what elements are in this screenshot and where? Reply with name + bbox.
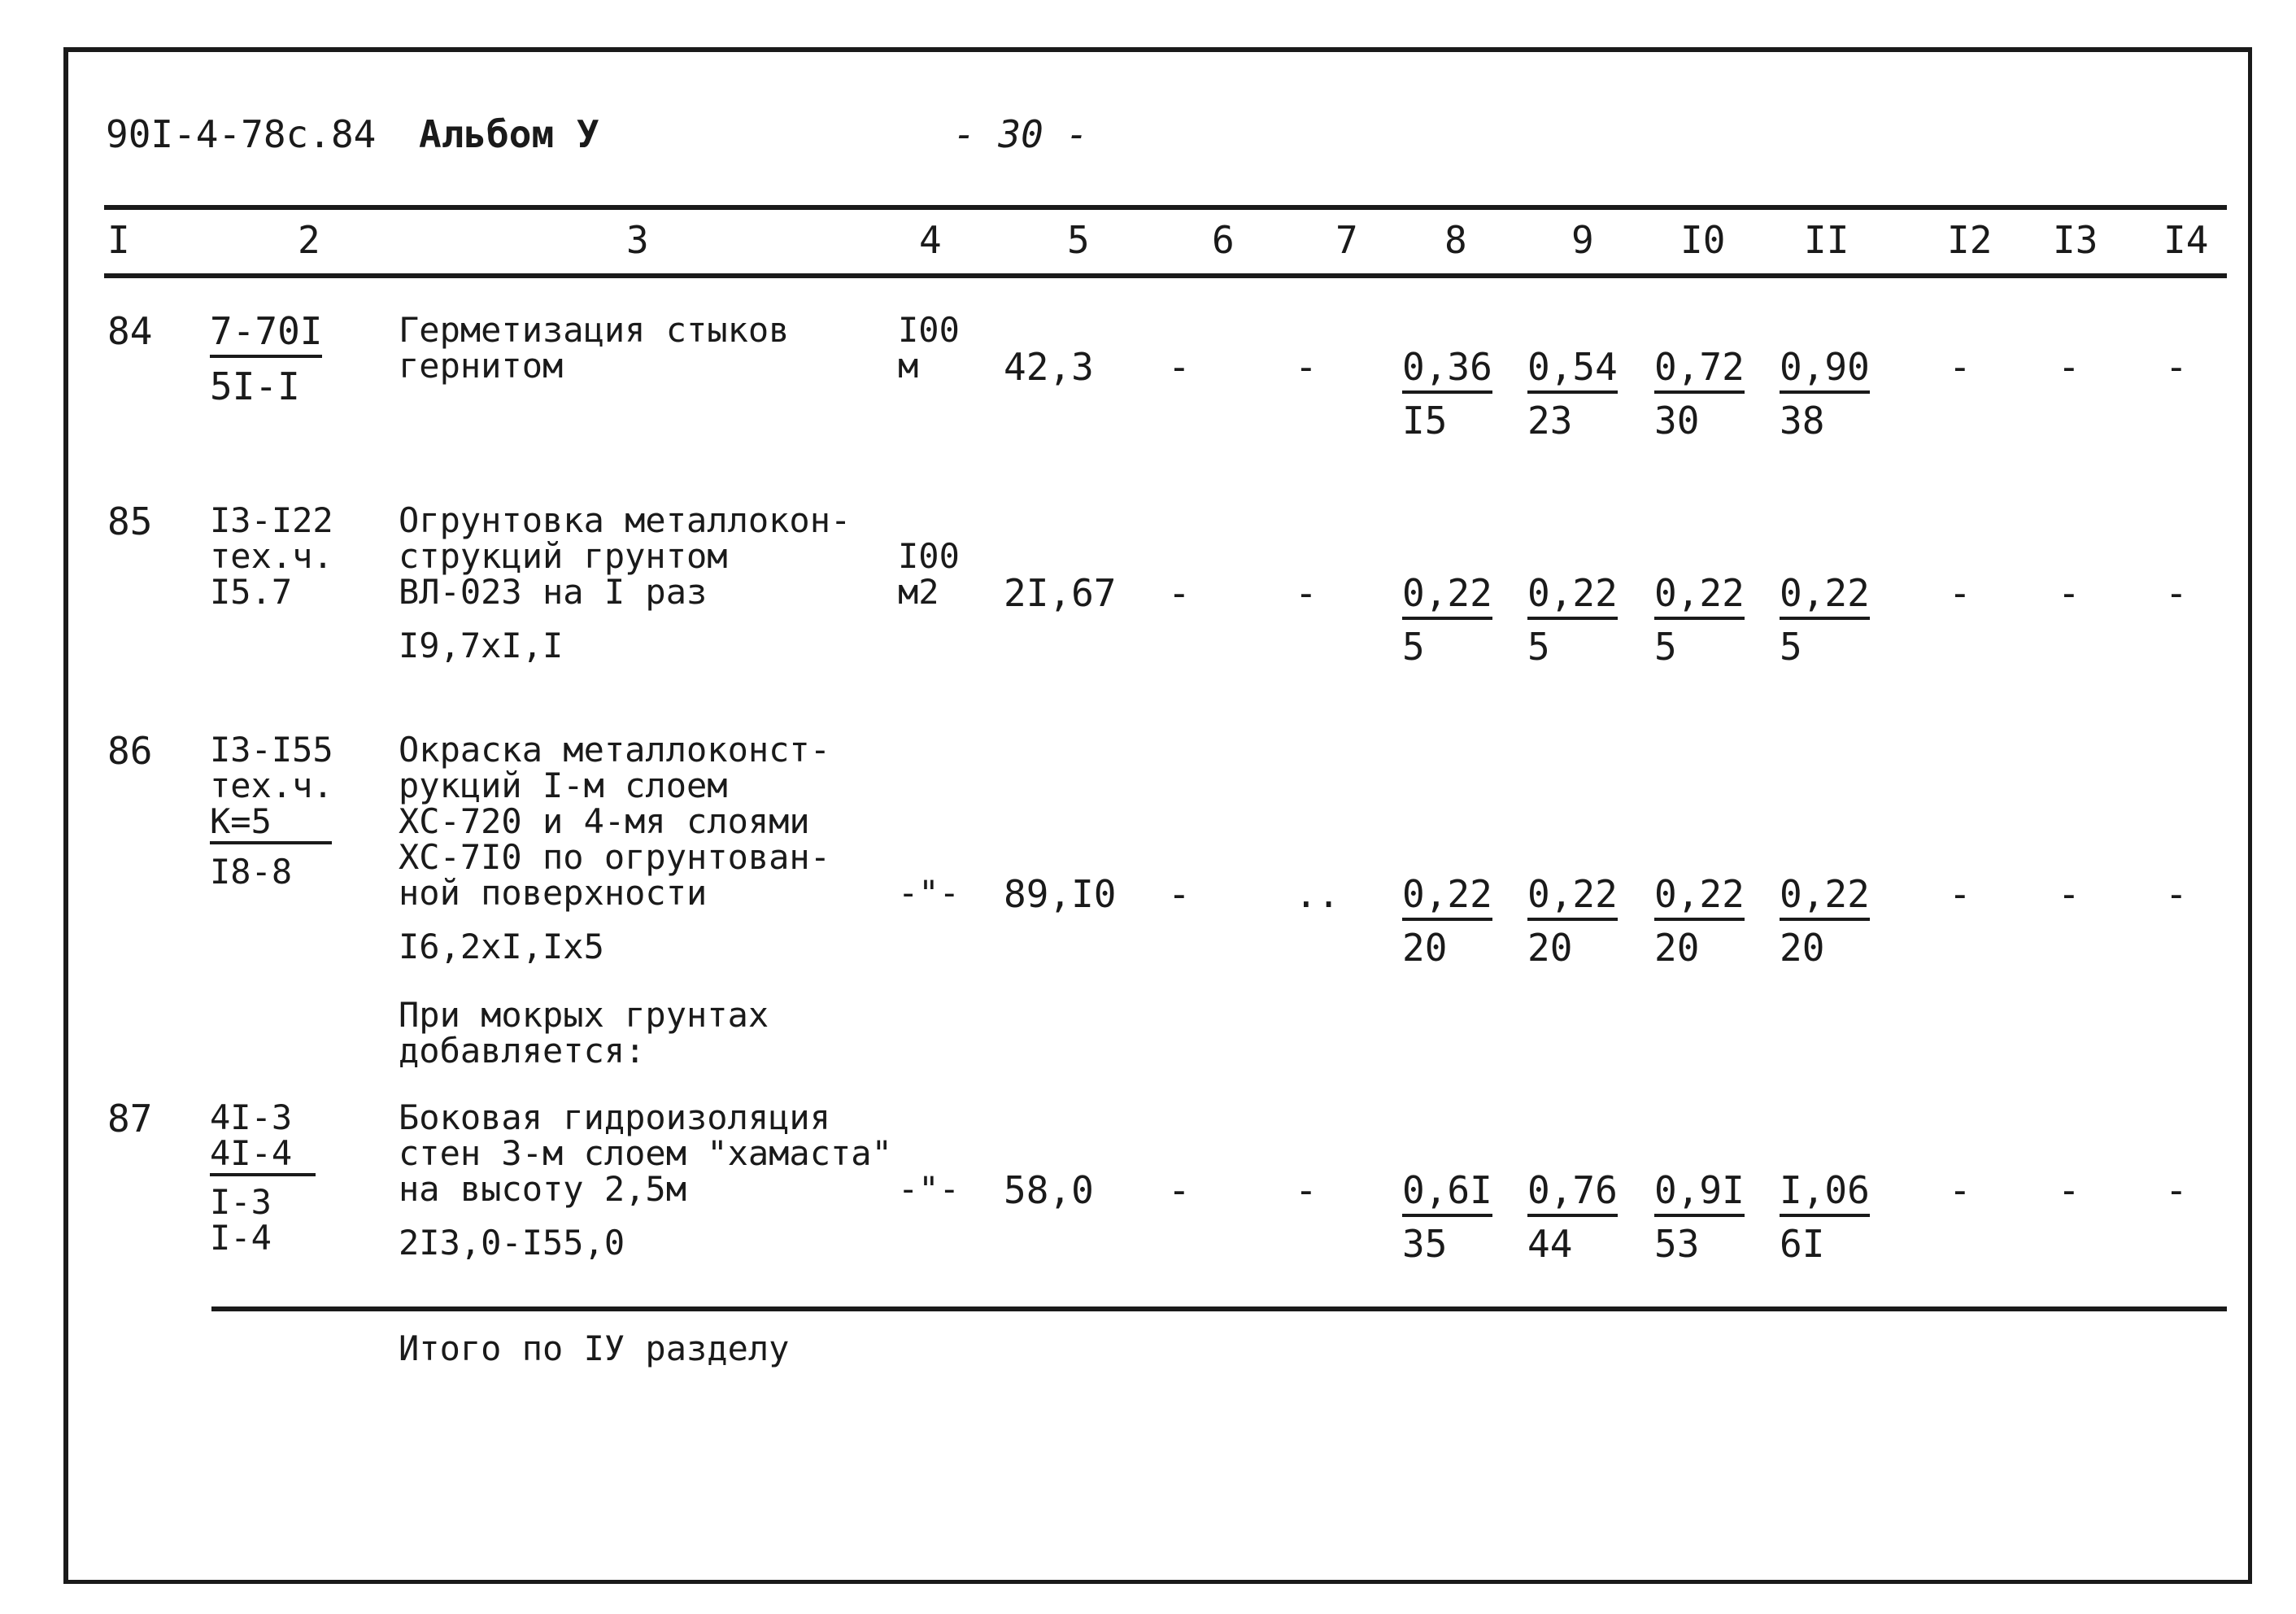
col-header: I3 [2053,218,2098,262]
norm-reference: I8-8 [210,852,293,892]
col-header: 8 [1444,218,1467,262]
col-header: 7 [1335,218,1358,262]
col14-value: - [2165,571,2188,615]
col-header: I4 [2163,218,2209,262]
album-label: Альбом У [419,112,599,156]
row-number: 84 [107,309,153,353]
norm-reference: 5I-I [210,364,300,408]
rate-value: 0,22 [1402,872,1492,921]
norm-reference: I-3 [210,1182,272,1222]
col12-value: - [1949,872,1971,916]
col14-value: - [2165,1168,2188,1212]
quantity: 42,3 [1004,345,1094,389]
rate-value: I,06 [1780,1168,1870,1217]
norm-reference: тех.ч. [210,536,333,576]
work-description: ХС-720 и 4-мя слоями [399,801,810,841]
cost-value: 20 [1780,926,1825,970]
unit: м2 [898,572,939,612]
note-text: добавляется: [399,1031,646,1071]
unit: м [898,346,919,386]
norm-reference: 4I-3 [210,1097,293,1137]
col7-value: - [1295,571,1318,615]
col6-value: - [1168,345,1191,389]
norm-reference: К=5 [210,804,332,844]
norm-reference: I-4 [210,1218,272,1258]
work-description: на высоту 2,5м [399,1169,687,1209]
col7-value: - [1295,1168,1318,1212]
work-description: ХС-7I0 по огрунтован- [399,837,831,877]
header-top-rule [104,205,2227,210]
col13-value: - [2058,345,2080,389]
work-description: ВЛ-023 на I раз [399,572,708,612]
norm-reference: 7-70I [210,309,322,358]
norm-reference: тех.ч. [210,766,333,805]
row-number: 85 [107,499,153,543]
rate-value: 0,22 [1780,571,1870,620]
work-description: Боковая гидроизоляция [399,1097,831,1137]
norm-reference: 4I-4 [210,1136,316,1176]
quantity: 58,0 [1004,1168,1094,1212]
quantity: 2I,67 [1004,571,1117,615]
col7-value: - [1295,345,1318,389]
rate-value: 0,9I [1654,1168,1745,1217]
cost-value: 20 [1402,926,1448,970]
col6-value: - [1168,571,1191,615]
rate-value: 0,90 [1780,345,1870,394]
page-number: - 30 - [953,112,1089,156]
rate-value: 0,54 [1527,345,1618,394]
unit: -"- [898,873,960,913]
col12-value: - [1949,571,1971,615]
norm-reference: I3-I55 [210,730,333,770]
rate-value: 0,22 [1780,872,1870,921]
work-description: стен 3-м слоем "хамаста" [399,1133,892,1173]
rate-value: 0,76 [1527,1168,1618,1217]
col13-value: - [2058,571,2080,615]
cost-value: 23 [1527,399,1573,443]
calculation: 2I3,0-I55,0 [399,1223,625,1263]
col14-value: - [2165,872,2188,916]
total-rule [211,1306,2227,1311]
col7-value: .. [1295,872,1340,916]
col-header: I2 [1947,218,1993,262]
cost-value: 30 [1654,399,1700,443]
calculation: I9,7xI,I [399,626,564,665]
cost-value: 35 [1402,1222,1448,1266]
cost-value: 5 [1527,625,1550,669]
rate-value: 0,36 [1402,345,1492,394]
work-description: ной поверхности [399,873,708,913]
unit: I00 [898,536,960,576]
document-code: 90I-4-78с.84 [106,112,377,156]
col-header: 3 [626,218,649,262]
rate-value: 0,22 [1654,571,1745,620]
col-header: II [1804,218,1849,262]
col6-value: - [1168,872,1191,916]
work-description: Окраска металлоконст- [399,730,831,770]
quantity: 89,I0 [1004,872,1117,916]
cost-value: 44 [1527,1222,1573,1266]
work-description: струкций грунтом [399,536,728,576]
col12-value: - [1949,345,1971,389]
col12-value: - [1949,1168,1971,1212]
rate-value: 0,6I [1402,1168,1492,1217]
unit: I00 [898,310,960,350]
col-header: I0 [1680,218,1726,262]
rate-value: 0,22 [1527,872,1618,921]
unit: -"- [898,1169,960,1209]
rate-value: 0,22 [1527,571,1618,620]
col-header: 4 [919,218,942,262]
cost-value: 5 [1654,625,1677,669]
rate-value: 0,22 [1402,571,1492,620]
cost-value: 38 [1780,399,1825,443]
work-description: Герметизация стыков [399,310,790,350]
cost-value: 5 [1402,625,1425,669]
col-header: 2 [298,218,320,262]
norm-reference: I3-I22 [210,500,333,540]
cost-value: 20 [1654,926,1700,970]
header-bottom-rule [104,273,2227,278]
note-text: При мокрых грунтах [399,995,769,1035]
cost-value: I5 [1402,399,1448,443]
cost-value: 5 [1780,625,1802,669]
col13-value: - [2058,872,2080,916]
row-number: 86 [107,729,153,773]
col-header: 6 [1212,218,1235,262]
row-number: 87 [107,1097,153,1141]
section-total-label: Итого по IУ разделу [399,1328,790,1368]
cost-value: 6I [1780,1222,1825,1266]
work-description: гернитом [399,346,564,386]
work-description: рукций I-м слоем [399,766,728,805]
cost-value: 53 [1654,1222,1700,1266]
cost-value: 20 [1527,926,1573,970]
col13-value: - [2058,1168,2080,1212]
norm-reference: I5.7 [210,572,293,612]
col-header: 5 [1067,218,1090,262]
col6-value: - [1168,1168,1191,1212]
col-header: 9 [1571,218,1594,262]
rate-value: 0,72 [1654,345,1745,394]
calculation: I6,2xI,Ix5 [399,927,604,966]
work-description: Огрунтовка металлокон- [399,500,852,540]
rate-value: 0,22 [1654,872,1745,921]
col14-value: - [2165,345,2188,389]
col-header: I [107,218,130,262]
